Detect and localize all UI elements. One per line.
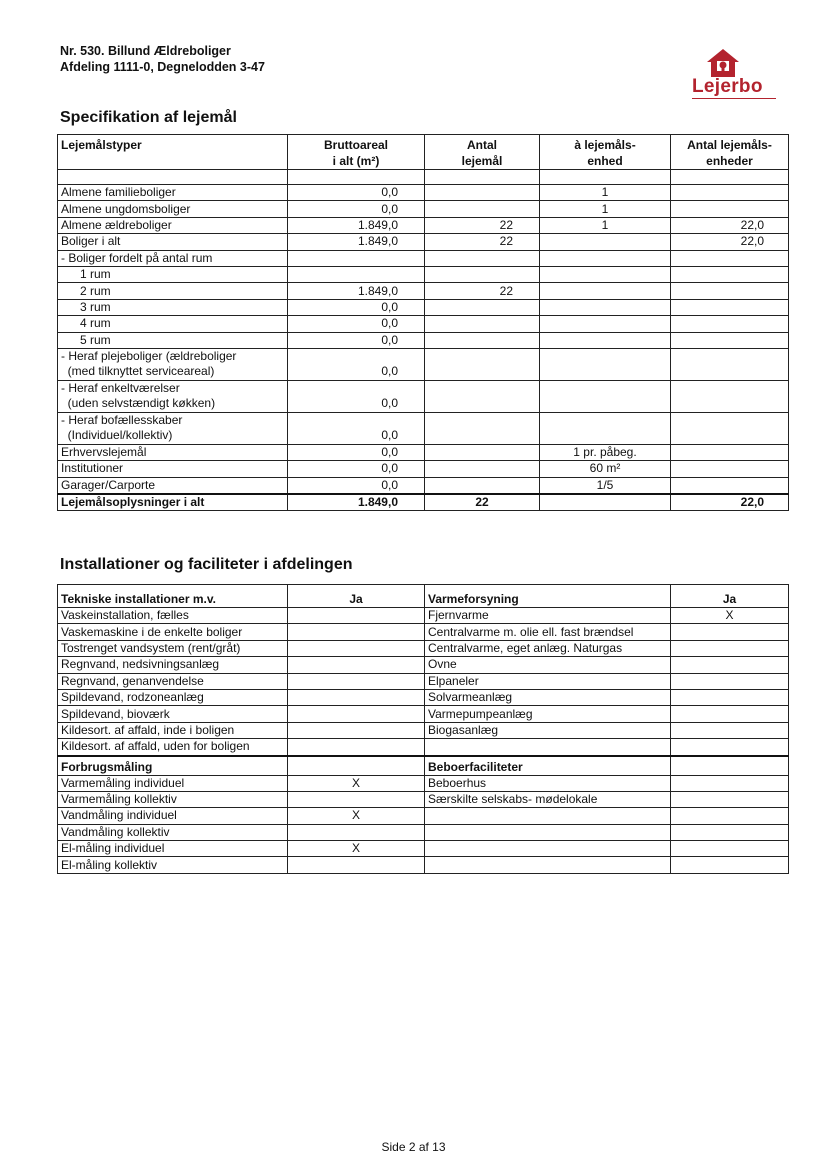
logo-wordmark: Lejerbo — [692, 76, 763, 97]
table-row: Varmemåling individuel X Beboerhus — [58, 775, 789, 791]
total-row: Lejemålsoplysninger i alt 1.849,0 22 22,0 — [58, 494, 789, 511]
section-header-row — [58, 756, 789, 776]
document-header — [60, 43, 265, 75]
section-header-beboerfaciliteter: Beboerfaciliteter — [425, 756, 671, 776]
table-row: Tostrenget vandsystem (rent/gråt) Centralvarme, eget anlæg. Naturgas — [58, 640, 789, 656]
table-row: Kildesort. af affald, uden for boligen — [58, 739, 789, 756]
table-row: 3 rum 0,0 — [58, 299, 789, 315]
table-row: Regnvand, nedsivningsanlæg Ovne — [58, 657, 789, 673]
col-header-antal: Antal lejemål — [425, 135, 540, 170]
logo-underline — [692, 98, 776, 99]
table-row: Almene ældreboliger 1.849,0 22 1 22,0 — [58, 217, 789, 233]
table-row: Garager/Carporte 0,0 1/5 — [58, 477, 789, 494]
col-header-tekniske: Tekniske installationer m.v. — [58, 585, 288, 608]
table-row: Vaskeinstallation, fælles Fjernvarme X — [58, 608, 789, 624]
table-row: 1 rum — [58, 266, 789, 282]
header-line-1: Nr. 530. Billund Ældreboliger — [60, 44, 231, 58]
section-header-forbrugsmaling: Forbrugsmåling — [58, 756, 288, 776]
table-row: Vandmåling individuel X — [58, 808, 789, 824]
table-row: El-måling kollektiv — [58, 857, 789, 873]
house-logo-icon — [706, 48, 740, 78]
table-row: - Boliger fordelt på antal rum — [58, 250, 789, 266]
table-row: Regnvand, genanvendelse Elpaneler — [58, 673, 789, 689]
col-header-varmeforsyning: Varmeforsyning — [425, 585, 671, 608]
installations-header-row — [58, 585, 789, 608]
table-row: Erhvervslejemål 0,0 1 pr. påbeg. — [58, 444, 789, 460]
table-row: 2 rum 1.849,0 22 — [58, 283, 789, 299]
table-row: Boliger i alt 1.849,0 22 22,0 — [58, 234, 789, 250]
table-row: 5 rum 0,0 — [58, 332, 789, 348]
spec-section-title: Specifikation af lejemål — [60, 109, 237, 126]
page-number: Side 2 af 13 — [381, 1140, 446, 1154]
table-row: Spildevand, bioværk Varmepumpeanlæg — [58, 706, 789, 722]
installations-section-title: Installationer og faciliteter i afdelingen — [60, 556, 353, 573]
table-row: - Heraf plejeboliger (ældreboliger (med tilknyttet serviceareal) 0,0 — [58, 348, 789, 380]
table-row: Varmemåling kollektiv Særskilte selskabs- mødelokale — [58, 791, 789, 807]
table-row: - Heraf bofællesskaber (Individuel/kollektiv) 0,0 — [58, 412, 789, 444]
header-line-2: Afdeling 1111-0, Degnelodden 3-47 — [60, 60, 265, 74]
spacer-row — [58, 170, 789, 185]
col-header-enhed: à lejemåls- enhed — [540, 135, 671, 170]
col-header-ja-left: Ja — [288, 585, 425, 608]
table-row: - Heraf enkeltværelser (uden selvstændigt køkken) 0,0 — [58, 380, 789, 412]
col-header-ja-right: Ja — [671, 585, 789, 608]
table-row: Institutioner 0,0 60 m² — [58, 461, 789, 477]
installations-table — [57, 584, 789, 874]
col-header-lejemalstyper: Lejemålstyper — [58, 135, 288, 170]
table-row: 4 rum 0,0 — [58, 316, 789, 332]
spec-table — [57, 134, 789, 511]
table-row: Vandmåling kollektiv — [58, 824, 789, 840]
table-row: Almene familieboliger 0,0 1 — [58, 185, 789, 201]
table-row: Kildesort. af affald, inde i boligen Biogasanlæg — [58, 722, 789, 738]
table-row: El-måling individuel X — [58, 841, 789, 857]
col-header-enheder: Antal lejemåls- enheder — [671, 135, 789, 170]
lejerbo-logo — [692, 48, 782, 99]
col-header-bruttoareal: Bruttoareal i alt (m²) — [288, 135, 425, 170]
spec-header-row — [58, 135, 789, 170]
table-row: Spildevand, rodzoneanlæg Solvarmeanlæg — [58, 689, 789, 705]
table-row: Almene ungdomsboliger 0,0 1 — [58, 201, 789, 217]
table-row: Vaskemaskine i de enkelte boliger Centralvarme m. olie ell. fast brændsel — [58, 624, 789, 640]
